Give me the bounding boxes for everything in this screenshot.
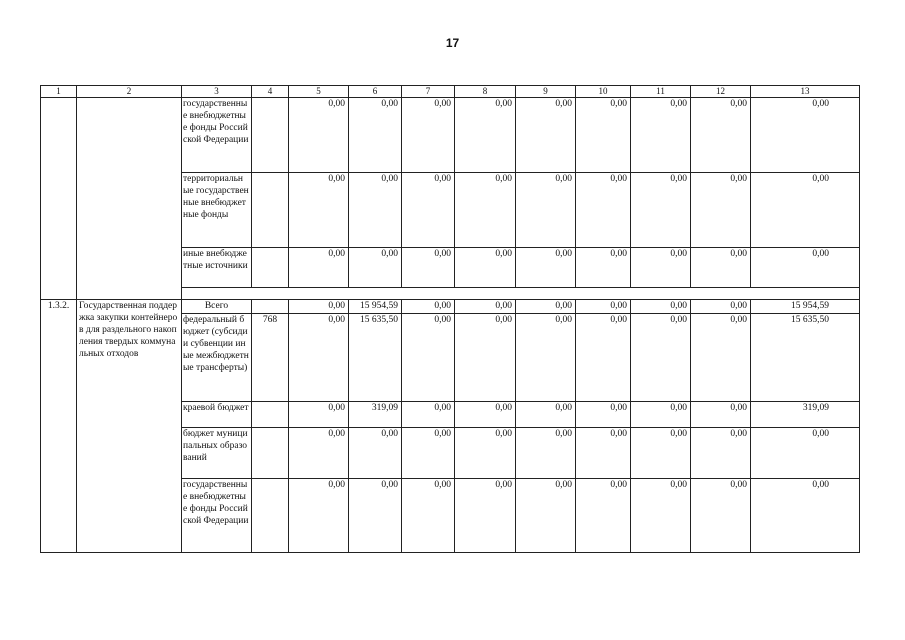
header-cell: 3 [182, 86, 252, 98]
header-cell: 9 [516, 86, 576, 98]
funding-source-total-cell: Всего [182, 300, 252, 314]
value-cell: 15 635,50 [349, 314, 402, 402]
value-cell: 0,00 [576, 428, 631, 479]
measure-name-cell [77, 98, 182, 300]
header-cell: 5 [289, 86, 349, 98]
kbk-cell [252, 173, 289, 248]
value-cell: 15 954,59 [349, 300, 402, 314]
value-cell: 0,00 [631, 314, 691, 402]
value-cell: 0,00 [516, 402, 576, 428]
value-cell: 0,00 [576, 479, 631, 553]
value-cell: 0,00 [516, 428, 576, 479]
value-cell: 0,00 [576, 248, 631, 288]
value-cell: 0,00 [289, 314, 349, 402]
value-cell: 0,00 [455, 173, 516, 248]
value-cell: 0,00 [691, 300, 751, 314]
table-row [41, 300, 860, 314]
value-cell: 0,00 [516, 479, 576, 553]
funding-source-cell: федеральный бюджет (субсидии субвенции иные межбюджетные трансферты) [182, 314, 252, 402]
value-cell: 0,00 [455, 428, 516, 479]
value-cell: 0,00 [402, 428, 455, 479]
kbk-cell [252, 300, 289, 314]
value-cell: 0,00 [691, 98, 751, 173]
value-cell: 0,00 [349, 479, 402, 553]
header-cell: 8 [455, 86, 516, 98]
header-cell: 1 [41, 86, 77, 98]
value-cell: 0,00 [751, 479, 860, 553]
value-cell: 0,00 [691, 173, 751, 248]
funding-source-cell: государственные внебюджетные фонды Российской Федерации [182, 98, 252, 173]
header-cell: 13 [751, 86, 860, 98]
value-cell: 0,00 [455, 248, 516, 288]
value-cell: 0,00 [289, 428, 349, 479]
spacer-cell [182, 288, 860, 300]
value-cell: 0,00 [402, 173, 455, 248]
value-cell: 15 635,50 [751, 314, 860, 402]
value-cell: 0,00 [516, 173, 576, 248]
header-cell: 11 [631, 86, 691, 98]
value-cell: 0,00 [691, 314, 751, 402]
header-cell: 6 [349, 86, 402, 98]
kbk-cell [252, 479, 289, 553]
value-cell: 0,00 [691, 479, 751, 553]
value-cell: 0,00 [631, 479, 691, 553]
header-cell: 2 [77, 86, 182, 98]
value-cell: 0,00 [402, 402, 455, 428]
kbk-cell [252, 402, 289, 428]
measure-name-cell: Государственная поддержка закупки контейнеров для раздельного накопления твердых коммунальных отходов [77, 300, 182, 553]
kbk-cell [252, 98, 289, 173]
header-cell: 7 [402, 86, 455, 98]
value-cell: 0,00 [289, 300, 349, 314]
value-cell: 0,00 [631, 300, 691, 314]
value-cell: 0,00 [455, 402, 516, 428]
budget-table [40, 85, 860, 553]
funding-source-cell: государственные внебюджетные фонды Российской Федерации [182, 479, 252, 553]
value-cell: 0,00 [402, 300, 455, 314]
value-cell: 0,00 [631, 173, 691, 248]
value-cell: 0,00 [455, 300, 516, 314]
value-cell: 0,00 [455, 314, 516, 402]
value-cell: 0,00 [455, 98, 516, 173]
value-cell: 0,00 [349, 98, 402, 173]
value-cell: 0,00 [751, 428, 860, 479]
header-row [41, 86, 860, 98]
value-cell: 0,00 [349, 428, 402, 479]
kbk-cell [252, 428, 289, 479]
value-cell: 0,00 [751, 98, 860, 173]
value-cell: 0,00 [455, 479, 516, 553]
value-cell: 0,00 [631, 98, 691, 173]
value-cell: 0,00 [516, 314, 576, 402]
value-cell: 0,00 [576, 173, 631, 248]
value-cell: 0,00 [289, 479, 349, 553]
value-cell: 0,00 [349, 173, 402, 248]
page-number: 17 [445, 36, 460, 50]
value-cell: 0,00 [576, 402, 631, 428]
value-cell: 0,00 [691, 248, 751, 288]
value-cell: 0,00 [349, 248, 402, 288]
value-cell: 0,00 [402, 479, 455, 553]
value-cell: 319,09 [349, 402, 402, 428]
value-cell: 0,00 [516, 248, 576, 288]
value-cell: 0,00 [402, 98, 455, 173]
value-cell: 0,00 [289, 173, 349, 248]
funding-source-cell: территориальные государственные внебюджетные фонды [182, 173, 252, 248]
row-number-cell [41, 98, 77, 300]
row-number-cell: 1.3.2. [41, 300, 77, 553]
value-cell: 0,00 [576, 98, 631, 173]
header-cell: 10 [576, 86, 631, 98]
header-cell: 4 [252, 86, 289, 98]
value-cell: 0,00 [289, 98, 349, 173]
funding-source-cell: краевой бюджет [182, 402, 252, 428]
value-cell: 15 954,59 [751, 300, 860, 314]
value-cell: 0,00 [631, 248, 691, 288]
value-cell: 0,00 [289, 248, 349, 288]
value-cell: 0,00 [691, 428, 751, 479]
table-row [41, 98, 860, 173]
value-cell: 0,00 [631, 428, 691, 479]
value-cell: 0,00 [402, 314, 455, 402]
value-cell: 0,00 [631, 402, 691, 428]
value-cell: 0,00 [289, 402, 349, 428]
value-cell: 0,00 [751, 173, 860, 248]
funding-source-cell: бюджет муниципальных образований [182, 428, 252, 479]
value-cell: 0,00 [751, 248, 860, 288]
funding-source-cell: иные внебюджетные источники [182, 248, 252, 288]
value-cell: 0,00 [576, 300, 631, 314]
value-cell: 0,00 [402, 248, 455, 288]
value-cell: 0,00 [691, 402, 751, 428]
kbk-cell [252, 248, 289, 288]
value-cell: 0,00 [516, 300, 576, 314]
value-cell: 319,09 [751, 402, 860, 428]
value-cell: 0,00 [516, 98, 576, 173]
value-cell: 0,00 [576, 314, 631, 402]
kbk-cell: 768 [252, 314, 289, 402]
header-cell: 12 [691, 86, 751, 98]
